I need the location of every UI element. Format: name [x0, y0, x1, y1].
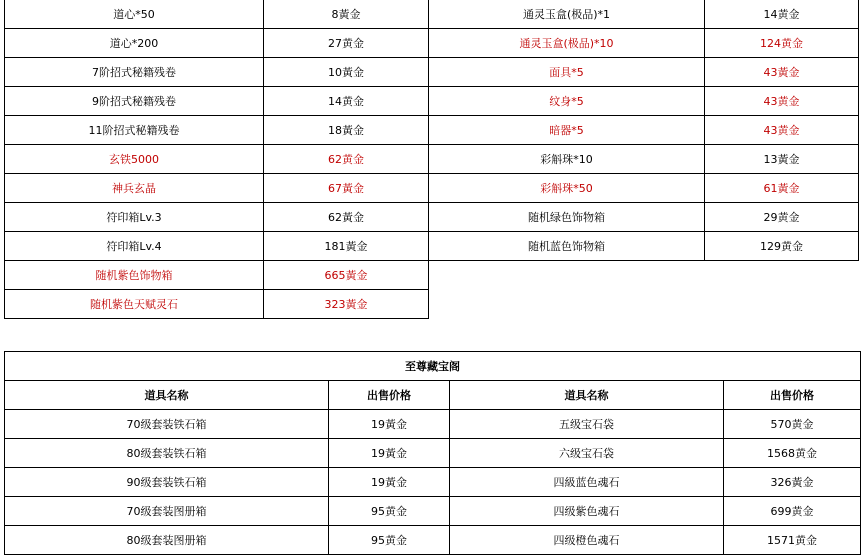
- item-name: 70级套装图册箱: [5, 497, 329, 526]
- item-name: 五级宝石袋: [450, 410, 724, 439]
- item-price: 124黄金: [705, 29, 859, 58]
- column-header: 道具名称: [5, 381, 329, 410]
- item-price: 13黃金: [705, 145, 859, 174]
- item-name: 9阶招式秘籍残卷: [5, 87, 264, 116]
- table-row: [5, 261, 859, 290]
- table-row: [5, 468, 861, 497]
- table-row: [5, 87, 859, 116]
- item-name: 玄铁5000: [5, 145, 264, 174]
- item-name: 随机绿色饰物箱: [429, 203, 705, 232]
- column-header: 出售价格: [329, 381, 450, 410]
- table-row: [5, 439, 861, 468]
- table-header-row: [5, 381, 861, 410]
- item-name: 道心*200: [5, 29, 264, 58]
- item-price: 181黃金: [264, 232, 429, 261]
- item-price: 19黃金: [329, 439, 450, 468]
- item-name: 80级套装铁石箱: [5, 439, 329, 468]
- table-row: [5, 145, 859, 174]
- table-row: [5, 526, 861, 555]
- table-title: 至尊藏宝阁: [5, 352, 861, 381]
- item-price: 10黃金: [264, 58, 429, 87]
- table-row: [5, 497, 861, 526]
- item-price: 29黄金: [705, 203, 859, 232]
- table-row: [5, 0, 859, 29]
- item-name: 六级宝石袋: [450, 439, 724, 468]
- item-price: 14黄金: [264, 87, 429, 116]
- table-row: [5, 29, 859, 58]
- item-price: 27黄金: [264, 29, 429, 58]
- item-name: 神兵玄晶: [5, 174, 264, 203]
- table-row: [5, 58, 859, 87]
- item-name: 四級蓝色魂石: [450, 468, 724, 497]
- table-row: [5, 410, 861, 439]
- item-price: 43黄金: [705, 87, 859, 116]
- item-name: 11阶招式秘籍残卷: [5, 116, 264, 145]
- item-price: 19黃金: [329, 410, 450, 439]
- item-price: 665黃金: [264, 261, 429, 290]
- item-name: 彩斛珠*50: [429, 174, 705, 203]
- item-price: 62黄金: [264, 145, 429, 174]
- item-price: 699黄金: [724, 497, 861, 526]
- item-name: 7阶招式秘籍残卷: [5, 58, 264, 87]
- item-price: 8黃金: [264, 0, 429, 29]
- column-header: 出售价格: [724, 381, 861, 410]
- item-name: 彩斛珠*10: [429, 145, 705, 174]
- empty-cell: [429, 290, 859, 319]
- item-price: 61黃金: [705, 174, 859, 203]
- item-price: 18黃金: [264, 116, 429, 145]
- item-name: 随机蓝色饰物箱: [429, 232, 705, 261]
- item-price: 1571黄金: [724, 526, 861, 555]
- table-row: [5, 174, 859, 203]
- item-name: 通灵玉盒(极品)*10: [429, 29, 705, 58]
- item-price: 570黄金: [724, 410, 861, 439]
- item-price: 326黃金: [724, 468, 861, 497]
- table-row: [5, 232, 859, 261]
- item-name: 随机紫色饰物箱: [5, 261, 264, 290]
- item-name: 90级套装铁石箱: [5, 468, 329, 497]
- table-row: [5, 203, 859, 232]
- table-row: [5, 116, 859, 145]
- table-row: [5, 290, 859, 319]
- item-price: 1568黄金: [724, 439, 861, 468]
- item-price: 67黃金: [264, 174, 429, 203]
- item-name: 道心*50: [5, 0, 264, 29]
- item-price: 323黃金: [264, 290, 429, 319]
- treasure-pavilion-table: [4, 351, 861, 555]
- item-name: 80级套装图册箱: [5, 526, 329, 555]
- item-name: 符印箱Lv.4: [5, 232, 264, 261]
- item-name: 70级套装铁石箱: [5, 410, 329, 439]
- item-name: 四级紫色魂石: [450, 497, 724, 526]
- item-name: 四级橙色魂石: [450, 526, 724, 555]
- top-price-table: [4, 0, 859, 319]
- item-price: 95黄金: [329, 497, 450, 526]
- empty-cell: [429, 261, 859, 290]
- item-price: 19黃金: [329, 468, 450, 497]
- item-name: 随机紫色天赋灵石: [5, 290, 264, 319]
- table-title-row: [5, 352, 861, 381]
- item-name: 暗器*5: [429, 116, 705, 145]
- item-price: 62黃金: [264, 203, 429, 232]
- item-price: 43黄金: [705, 116, 859, 145]
- item-price: 43黃金: [705, 58, 859, 87]
- item-price: 129黄金: [705, 232, 859, 261]
- item-price: 14黄金: [705, 0, 859, 29]
- item-name: 纹身*5: [429, 87, 705, 116]
- item-name: 通灵玉盒(极品)*1: [429, 0, 705, 29]
- item-price: 95黄金: [329, 526, 450, 555]
- item-name: 符印箱Lv.3: [5, 203, 264, 232]
- item-name: 面具*5: [429, 58, 705, 87]
- column-header: 道具名称: [450, 381, 724, 410]
